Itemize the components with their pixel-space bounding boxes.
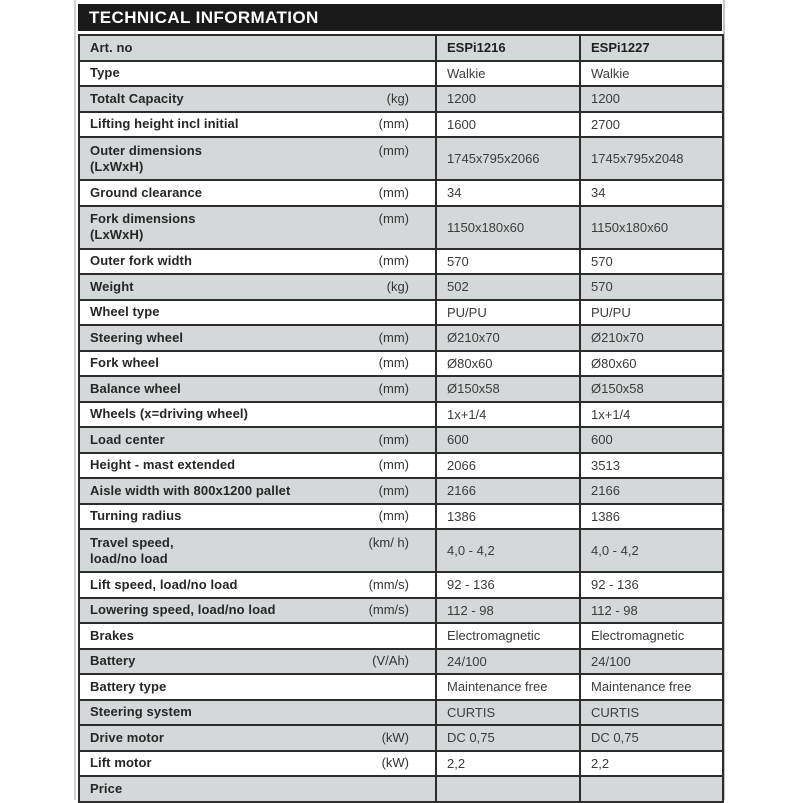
table-row [79,35,723,61]
spec-label: Wheel type [90,304,160,320]
spec-label: Lowering speed, load/no load [90,602,276,618]
spec-label-cell [79,180,436,206]
spec-label: Fork wheel [90,355,159,371]
spec-value-col2: 24/100 [580,649,723,675]
spec-value-col1: Ø80x60 [436,351,580,377]
spec-value-col1: 600 [436,427,580,453]
spec-value-col2: PU/PU [580,300,723,326]
spec-value-col2: 1150x180x60 [580,206,723,249]
spec-label: Steering system [90,704,192,720]
spec-table [78,34,724,803]
spec-label: Lift motor [90,755,152,771]
spec-unit: (mm) [378,253,409,269]
table-row [79,325,723,351]
spec-value-col2: Walkie [580,61,723,87]
spec-value-col1: 1150x180x60 [436,206,580,249]
spec-value-col2: Ø80x60 [580,351,723,377]
spec-value-col1: Electromagnetic [436,623,580,649]
spec-value-col2: Maintenance free [580,674,723,700]
spec-unit: (km/ h) [368,534,409,550]
spec-label-cell [79,623,436,649]
spec-value-col1 [436,776,580,802]
spec-value-col2: CURTIS [580,700,723,726]
spec-label-cell [79,61,436,87]
table-row [79,206,723,249]
spec-unit: (mm) [378,211,409,226]
spec-unit: (mm) [378,355,409,371]
spec-value-col1: 24/100 [436,649,580,675]
spec-unit: (kW) [381,755,409,771]
spec-value-col1: 1745x795x2066 [436,137,580,180]
spec-label: Art. no [90,39,133,55]
spec-value-col1: 1600 [436,112,580,138]
spec-label: Battery type [90,678,167,694]
spec-value-col1: 2166 [436,478,580,504]
spec-unit: (mm) [378,431,409,447]
spec-value-col1: ESPi1216 [436,35,580,61]
table-row [79,572,723,598]
spec-label: Turning radius [90,508,182,524]
table-row [79,376,723,402]
spec-label-cell [79,300,436,326]
spec-label: Balance wheel [90,380,181,396]
spec-label: Lift speed, load/no load [90,576,238,592]
spec-label-cell [79,137,436,180]
spec-value-col2: 600 [580,427,723,453]
spec-value-col1: Ø210x70 [436,325,580,351]
spec-value-col2: 92 - 136 [580,572,723,598]
spec-value-col2: 2700 [580,112,723,138]
table-row [79,776,723,802]
table-row [79,725,723,751]
spec-value-col1: 2,2 [436,751,580,777]
spec-label-cell [79,776,436,802]
spec-value-col2: Ø150x58 [580,376,723,402]
spec-label: Totalt Capacity [90,90,184,106]
table-row [79,649,723,675]
spec-value-col1: 2066 [436,453,580,479]
table-row [79,112,723,138]
spec-value-col1: PU/PU [436,300,580,326]
spec-sheet [78,4,722,803]
spec-value-col2: 2166 [580,478,723,504]
table-row [79,529,723,572]
spec-value-col2: 1x+1/4 [580,402,723,428]
table-row [79,249,723,275]
spec-label-cell [79,751,436,777]
spec-unit: (kW) [381,729,409,745]
spec-label: Load center [90,431,165,447]
page-title: TECHNICAL INFORMATION [89,8,319,27]
title-bar [78,4,722,31]
spec-value-col1: CURTIS [436,700,580,726]
spec-label-cell [79,674,436,700]
spec-unit: (mm/s) [368,602,409,618]
spec-unit: (mm) [378,142,409,158]
spec-label: Steering wheel [90,329,184,345]
table-row [79,751,723,777]
table-row [79,427,723,453]
spec-value-col1: 4,0 - 4,2 [436,529,580,572]
spec-value-col1: 34 [436,180,580,206]
spec-value-col2: 1745x795x2048 [580,137,723,180]
spec-unit: (mm) [378,508,409,524]
spec-label: Outer dimensions (LxWxH) [90,142,203,174]
table-row [79,453,723,479]
spec-value-col2 [580,776,723,802]
spec-label: Drive motor [90,729,165,745]
table-row [79,86,723,112]
spec-value-col2: 3513 [580,453,723,479]
spec-label-cell [79,86,436,112]
spec-label-cell [79,504,436,530]
spec-value-col2: ESPi1227 [580,35,723,61]
spec-unit: (mm) [378,184,409,200]
spec-unit: (mm) [378,457,409,473]
table-row [79,598,723,624]
spec-value-col1: 1x+1/4 [436,402,580,428]
table-row [79,137,723,180]
spec-value-col2: Ø210x70 [580,325,723,351]
table-row [79,402,723,428]
spec-value-col1: Maintenance free [436,674,580,700]
table-row [79,274,723,300]
spec-label-cell [79,325,436,351]
spec-value-col2: Electromagnetic [580,623,723,649]
table-row [79,180,723,206]
spec-value-col1: DC 0,75 [436,725,580,751]
spec-value-col2: 570 [580,274,723,300]
spec-label: Wheels (x=driving wheel) [90,406,249,422]
table-row [79,61,723,87]
spec-label: Travel speed, load/no load [90,534,174,566]
spec-label: Type [90,65,120,81]
spec-label: Fork dimensions (LxWxH) [90,211,196,242]
spec-label-cell [79,402,436,428]
spec-value-col2: 112 - 98 [580,598,723,624]
spec-value-col1: 1200 [436,86,580,112]
spec-label: Ground clearance [90,184,203,200]
spec-label-cell [79,478,436,504]
spec-unit: (mm) [378,482,409,498]
spec-unit: (mm) [378,116,409,132]
table-row [79,351,723,377]
spec-label-cell [79,35,436,61]
spec-label-cell [79,572,436,598]
spec-value-col1: 502 [436,274,580,300]
spec-label-cell [79,725,436,751]
spec-value-col1: Walkie [436,61,580,87]
spec-table-body [79,35,723,802]
spec-value-col1: 112 - 98 [436,598,580,624]
spec-value-col1: 570 [436,249,580,275]
spec-unit: (kg) [386,90,409,106]
spec-unit: (mm/s) [368,576,409,592]
spec-label: Weight [90,278,134,294]
spec-value-col2: DC 0,75 [580,725,723,751]
spec-label-cell [79,453,436,479]
spec-value-col2: 570 [580,249,723,275]
spec-label-cell [79,274,436,300]
spec-value-col2: 1386 [580,504,723,530]
spec-value-col1: 1386 [436,504,580,530]
page-edge-line-left [74,0,76,800]
spec-value-col1: Ø150x58 [436,376,580,402]
table-row [79,300,723,326]
spec-label-cell [79,112,436,138]
table-row [79,478,723,504]
spec-value-col1: 92 - 136 [436,572,580,598]
table-row [79,700,723,726]
spec-label-cell [79,351,436,377]
spec-label: Battery [90,653,136,669]
table-row [79,674,723,700]
spec-label-cell [79,376,436,402]
spec-label-cell [79,529,436,572]
spec-label-cell [79,249,436,275]
spec-unit: (V/Ah) [372,653,409,669]
spec-value-col2: 1200 [580,86,723,112]
spec-value-col2: 34 [580,180,723,206]
spec-label: Price [90,780,123,796]
spec-unit: (mm) [378,380,409,396]
spec-label-cell [79,649,436,675]
table-row [79,623,723,649]
spec-label: Aisle width with 800x1200 pallet [90,482,291,498]
table-row [79,504,723,530]
spec-unit: (kg) [386,278,409,294]
spec-unit: (mm) [378,329,409,345]
spec-label: Brakes [90,627,134,643]
spec-label-cell [79,598,436,624]
spec-label: Outer fork width [90,253,192,269]
spec-value-col2: 2,2 [580,751,723,777]
spec-value-col2: 4,0 - 4,2 [580,529,723,572]
spec-label-cell [79,700,436,726]
spec-label: Height - mast extended [90,457,236,473]
spec-label-cell [79,427,436,453]
spec-label: Lifting height incl initial [90,116,239,132]
spec-label-cell [79,206,436,249]
